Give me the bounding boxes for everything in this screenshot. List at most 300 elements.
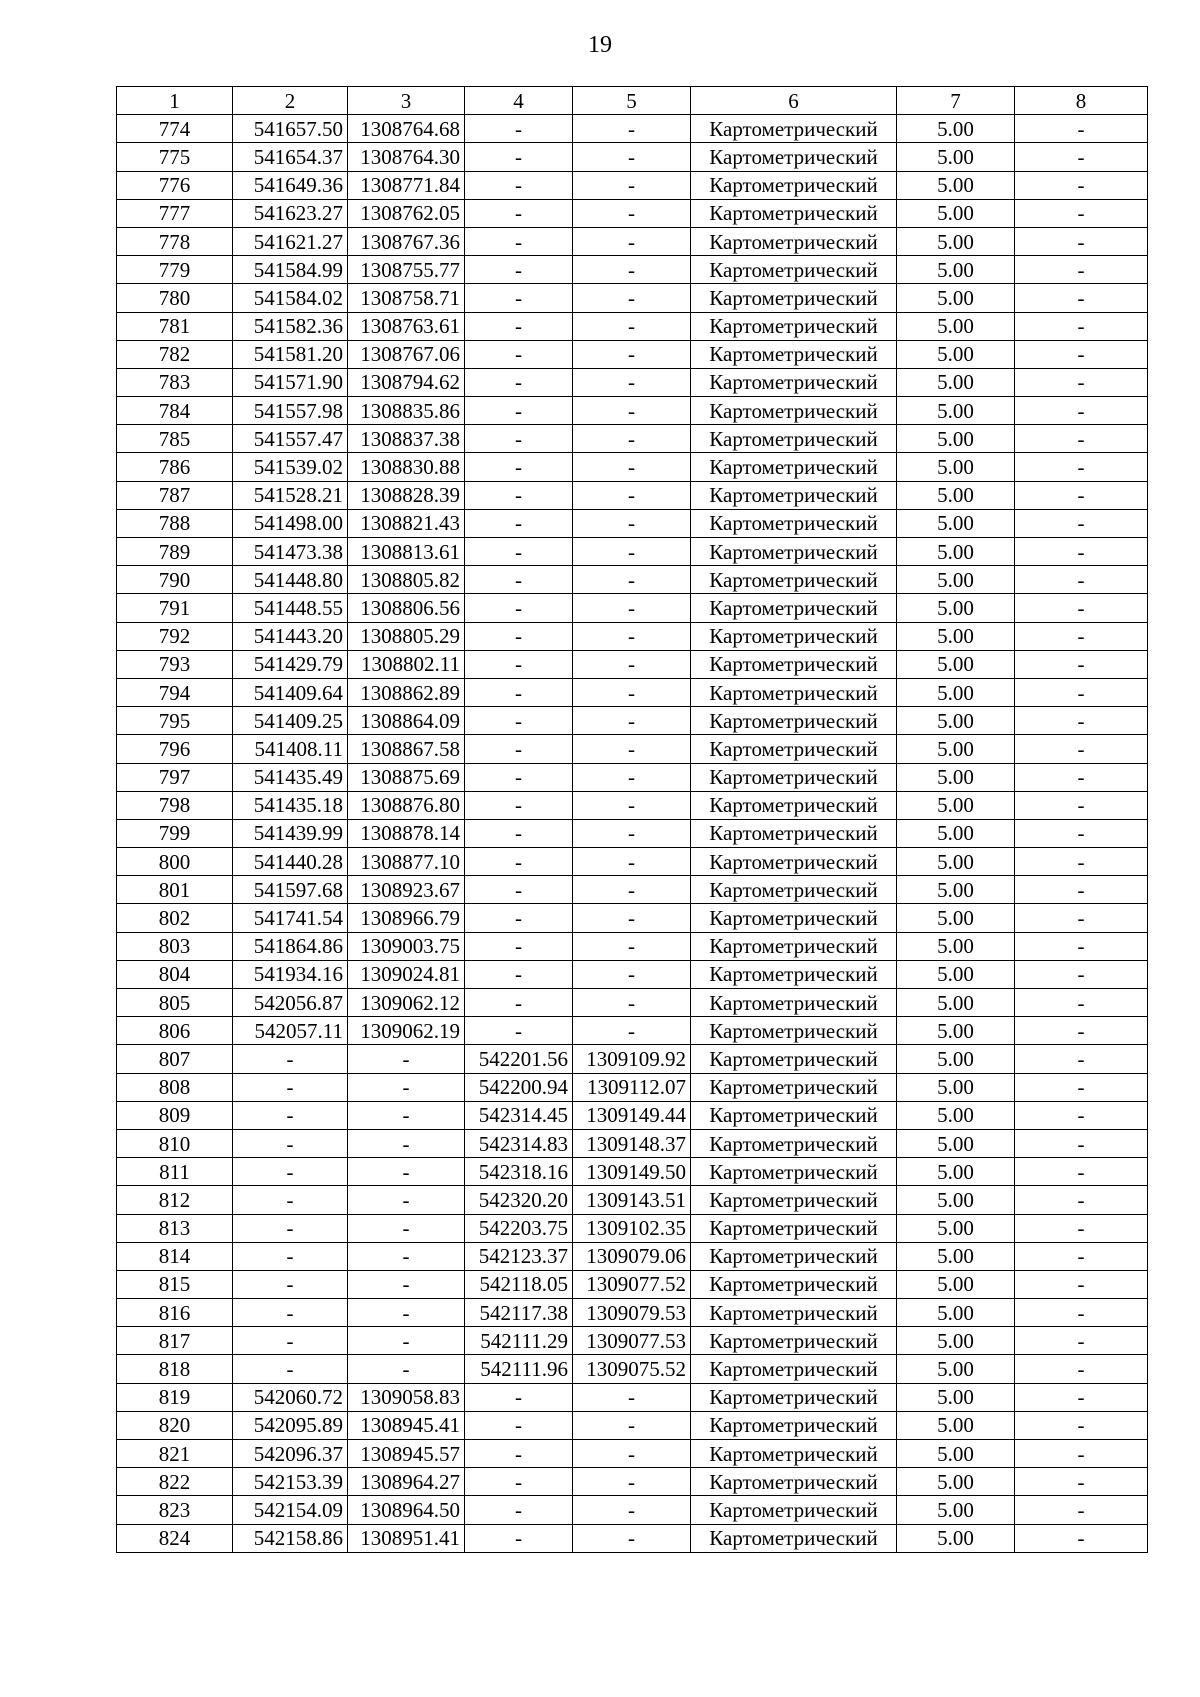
table-cell: 542320.20 [465, 1186, 573, 1214]
table-cell: 542057.11 [233, 1017, 348, 1045]
table-cell: 5.00 [897, 397, 1015, 425]
table-cell: 541581.20 [233, 340, 348, 368]
table-cell: 5.00 [897, 678, 1015, 706]
table-cell: 541934.16 [233, 960, 348, 988]
table-cell: 5.00 [897, 1017, 1015, 1045]
table-cell: 1308964.27 [348, 1468, 465, 1496]
table-cell: - [573, 143, 691, 171]
table-cell: - [573, 256, 691, 284]
table-header-cell: 6 [691, 87, 897, 115]
table-cell: - [348, 1158, 465, 1186]
table-cell: 1309112.07 [573, 1073, 691, 1101]
table-cell: 5.00 [897, 199, 1015, 227]
table-cell: 5.00 [897, 538, 1015, 566]
table-cell: 1309058.83 [348, 1383, 465, 1411]
table-cell: 798 [117, 791, 233, 819]
table-cell: 804 [117, 960, 233, 988]
table-cell: Картометрический [691, 1242, 897, 1270]
table-cell: - [233, 1045, 348, 1073]
table-cell: - [348, 1327, 465, 1355]
table-cell: - [348, 1270, 465, 1298]
table-cell: 5.00 [897, 227, 1015, 255]
table-cell: 803 [117, 932, 233, 960]
table-cell: 822 [117, 1468, 233, 1496]
table-cell: 5.00 [897, 1524, 1015, 1552]
table-cell: Картометрический [691, 904, 897, 932]
table-cell: 1308764.68 [348, 115, 465, 143]
table-cell: - [348, 1045, 465, 1073]
table-cell: 1308862.89 [348, 678, 465, 706]
table-cell: Картометрический [691, 340, 897, 368]
table-cell: 541448.55 [233, 594, 348, 622]
table-cell: - [573, 1411, 691, 1439]
table-cell: Картометрический [691, 453, 897, 481]
table-cell: 5.00 [897, 622, 1015, 650]
table-cell: 541435.49 [233, 763, 348, 791]
table-header-cell: 5 [573, 87, 691, 115]
table-cell: 542060.72 [233, 1383, 348, 1411]
table-cell: 781 [117, 312, 233, 340]
table-cell: - [573, 791, 691, 819]
table-row [117, 848, 1148, 876]
table-cell: - [1015, 312, 1148, 340]
table-cell: 541584.02 [233, 284, 348, 312]
table-cell: 1309143.51 [573, 1186, 691, 1214]
table-cell: 812 [117, 1186, 233, 1214]
table-cell: - [1015, 678, 1148, 706]
table-cell: Картометрический [691, 312, 897, 340]
table-cell: - [1015, 763, 1148, 791]
table-cell: - [573, 1524, 691, 1552]
table-cell: 5.00 [897, 1299, 1015, 1327]
table-cell: - [1015, 143, 1148, 171]
table-cell: 5.00 [897, 1270, 1015, 1298]
table-cell: 5.00 [897, 1242, 1015, 1270]
table-header-cell: 1 [117, 87, 233, 115]
table-cell: Картометрический [691, 1073, 897, 1101]
table-cell: - [1015, 1355, 1148, 1383]
table-row [117, 538, 1148, 566]
table-row [117, 425, 1148, 453]
table-cell: 1309003.75 [348, 932, 465, 960]
table-cell: 5.00 [897, 1186, 1015, 1214]
table-cell: - [465, 425, 573, 453]
table-cell: 1308966.79 [348, 904, 465, 932]
table-cell: - [465, 227, 573, 255]
table-row [117, 1186, 1148, 1214]
table-cell: - [573, 1440, 691, 1468]
table-cell: - [573, 453, 691, 481]
table-cell: 1308878.14 [348, 819, 465, 847]
table-cell: - [1015, 566, 1148, 594]
table-cell: - [573, 932, 691, 960]
table-header-cell: 7 [897, 87, 1015, 115]
table-row [117, 1129, 1148, 1157]
table-cell: - [233, 1214, 348, 1242]
table-cell: 1309077.52 [573, 1270, 691, 1298]
table-cell: - [573, 876, 691, 904]
table-cell: - [1015, 538, 1148, 566]
table-row [117, 1496, 1148, 1524]
table-cell: 1308764.30 [348, 143, 465, 171]
table-cell: 5.00 [897, 1158, 1015, 1186]
table-row [117, 1440, 1148, 1468]
table-cell: 5.00 [897, 819, 1015, 847]
table-cell: 542318.16 [465, 1158, 573, 1186]
table-row [117, 932, 1148, 960]
table-cell: 790 [117, 566, 233, 594]
table-cell: 1309075.52 [573, 1355, 691, 1383]
table-cell: - [573, 312, 691, 340]
table-cell: 810 [117, 1129, 233, 1157]
table-cell: 777 [117, 199, 233, 227]
table-cell: Картометрический [691, 791, 897, 819]
table-cell: - [1015, 876, 1148, 904]
table-cell: - [465, 256, 573, 284]
table-cell: - [465, 707, 573, 735]
table-cell: 784 [117, 397, 233, 425]
table-cell: - [465, 143, 573, 171]
table-cell: 542111.29 [465, 1327, 573, 1355]
table-cell: - [1015, 1214, 1148, 1242]
table-cell: - [465, 199, 573, 227]
table-cell: Картометрический [691, 1440, 897, 1468]
table-cell: - [465, 1524, 573, 1552]
table-cell: - [465, 650, 573, 678]
table-cell: 5.00 [897, 368, 1015, 396]
table-cell: 1308758.71 [348, 284, 465, 312]
table-cell: 817 [117, 1327, 233, 1355]
table-cell: - [1015, 425, 1148, 453]
table-header-cell: 2 [233, 87, 348, 115]
table-cell: Картометрический [691, 1468, 897, 1496]
table-cell: 5.00 [897, 989, 1015, 1017]
table-cell: - [465, 594, 573, 622]
table-cell: - [233, 1355, 348, 1383]
table-cell: 5.00 [897, 453, 1015, 481]
table-cell: - [465, 397, 573, 425]
table-cell: 541597.68 [233, 876, 348, 904]
table-cell: Картометрический [691, 256, 897, 284]
table-cell: - [1015, 453, 1148, 481]
table-cell: Картометрический [691, 876, 897, 904]
table-cell: Картометрический [691, 960, 897, 988]
table-cell: - [573, 425, 691, 453]
table-cell: - [573, 848, 691, 876]
table-row [117, 1327, 1148, 1355]
table-cell: Картометрический [691, 115, 897, 143]
table-cell: 787 [117, 481, 233, 509]
table-cell: Картометрический [691, 848, 897, 876]
table-cell: - [1015, 1327, 1148, 1355]
table-cell: - [1015, 397, 1148, 425]
table-cell: Картометрический [691, 1270, 897, 1298]
table-row [117, 1355, 1148, 1383]
table-cell: - [1015, 932, 1148, 960]
table-row [117, 594, 1148, 622]
table-cell: 5.00 [897, 1468, 1015, 1496]
table-row [117, 960, 1148, 988]
table-cell: 541409.25 [233, 707, 348, 735]
table-cell: - [465, 1383, 573, 1411]
table-header-cell: 8 [1015, 87, 1148, 115]
table-cell: 542314.83 [465, 1129, 573, 1157]
table-cell: - [573, 227, 691, 255]
table-cell: 541409.64 [233, 678, 348, 706]
table-cell: Картометрический [691, 1045, 897, 1073]
table-cell: - [233, 1101, 348, 1129]
table-cell: 5.00 [897, 932, 1015, 960]
table-cell: 5.00 [897, 115, 1015, 143]
table-row [117, 1299, 1148, 1327]
table-cell: - [233, 1270, 348, 1298]
table-cell: - [233, 1299, 348, 1327]
table-cell: Картометрический [691, 989, 897, 1017]
table-cell: - [348, 1186, 465, 1214]
table-cell: 774 [117, 115, 233, 143]
table-cell: 800 [117, 848, 233, 876]
table-cell: 778 [117, 227, 233, 255]
table-row [117, 650, 1148, 678]
table-cell: - [465, 312, 573, 340]
table-cell: - [465, 848, 573, 876]
table-cell: - [573, 707, 691, 735]
table-cell: 5.00 [897, 848, 1015, 876]
table-cell: 541435.18 [233, 791, 348, 819]
table-row [117, 1073, 1148, 1101]
table-cell: - [1015, 1045, 1148, 1073]
table-cell: Картометрический [691, 650, 897, 678]
table-row [117, 453, 1148, 481]
table-cell: 1308835.86 [348, 397, 465, 425]
table-cell: Картометрический [691, 1017, 897, 1045]
table-row [117, 819, 1148, 847]
table-cell: - [465, 876, 573, 904]
table-cell: 541557.47 [233, 425, 348, 453]
table-row [117, 256, 1148, 284]
table-cell: 795 [117, 707, 233, 735]
table-cell: 796 [117, 735, 233, 763]
table-cell: Картометрический [691, 538, 897, 566]
table-cell: 1309077.53 [573, 1327, 691, 1355]
table-cell: Картометрический [691, 227, 897, 255]
table-cell: 542096.37 [233, 1440, 348, 1468]
table-cell: Картометрический [691, 481, 897, 509]
table-cell: Картометрический [691, 397, 897, 425]
table-cell: 5.00 [897, 1355, 1015, 1383]
table-cell: - [465, 819, 573, 847]
table-cell: - [348, 1101, 465, 1129]
table-cell: 1308805.29 [348, 622, 465, 650]
page-number: 19 [588, 32, 612, 58]
table-row [117, 227, 1148, 255]
table-row [117, 340, 1148, 368]
table-cell: 1309148.37 [573, 1129, 691, 1157]
table-cell: 1308828.39 [348, 481, 465, 509]
table-cell: 816 [117, 1299, 233, 1327]
table-cell: - [233, 1129, 348, 1157]
table-cell: - [1015, 960, 1148, 988]
table-cell: 806 [117, 1017, 233, 1045]
table-cell: - [465, 622, 573, 650]
table-cell: 541657.50 [233, 115, 348, 143]
table-cell: 779 [117, 256, 233, 284]
table-cell: 541528.21 [233, 481, 348, 509]
table-cell: - [573, 1383, 691, 1411]
table-cell: - [1015, 791, 1148, 819]
table-cell: - [1015, 115, 1148, 143]
table-cell: Картометрический [691, 1158, 897, 1186]
table-cell: - [1015, 171, 1148, 199]
table-cell: - [348, 1214, 465, 1242]
table-cell: 5.00 [897, 876, 1015, 904]
table-cell: 541498.00 [233, 509, 348, 537]
table-cell: Картометрический [691, 1327, 897, 1355]
table-cell: 1308923.67 [348, 876, 465, 904]
table-cell: - [573, 284, 691, 312]
table-cell: - [573, 115, 691, 143]
table-cell: - [465, 932, 573, 960]
table-cell: 5.00 [897, 566, 1015, 594]
table-cell: Картометрический [691, 819, 897, 847]
table-cell: 1308837.38 [348, 425, 465, 453]
table-cell: 541571.90 [233, 368, 348, 396]
table-cell: - [465, 1017, 573, 1045]
table-cell: 541623.27 [233, 199, 348, 227]
table-cell: - [1015, 284, 1148, 312]
table-cell: 541473.38 [233, 538, 348, 566]
table-row [117, 876, 1148, 904]
table-row [117, 1468, 1148, 1496]
table-cell: - [1015, 819, 1148, 847]
table-cell: 542056.87 [233, 989, 348, 1017]
table-cell: 818 [117, 1355, 233, 1383]
table-cell: - [465, 1440, 573, 1468]
table-cell: - [1015, 1158, 1148, 1186]
table-cell: 1308802.11 [348, 650, 465, 678]
table-cell: Картометрический [691, 1411, 897, 1439]
table-row [117, 368, 1148, 396]
table-cell: 820 [117, 1411, 233, 1439]
table-cell: 808 [117, 1073, 233, 1101]
coordinates-table [116, 86, 1148, 1553]
table-cell: - [1015, 1440, 1148, 1468]
table-cell: - [465, 340, 573, 368]
table-cell: - [1015, 1017, 1148, 1045]
table-cell: 1308821.43 [348, 509, 465, 537]
table-cell: 542118.05 [465, 1270, 573, 1298]
table-cell: 542203.75 [465, 1214, 573, 1242]
table-cell: - [1015, 481, 1148, 509]
table-cell: 541443.20 [233, 622, 348, 650]
table-cell: 541429.79 [233, 650, 348, 678]
table-row [117, 622, 1148, 650]
table-cell: 780 [117, 284, 233, 312]
table-cell: 1309102.35 [573, 1214, 691, 1242]
table-cell: - [1015, 1299, 1148, 1327]
table-cell: - [348, 1073, 465, 1101]
table-cell: Картометрический [691, 1524, 897, 1552]
table-cell: - [465, 678, 573, 706]
table-cell: 801 [117, 876, 233, 904]
table-cell: 5.00 [897, 763, 1015, 791]
table-cell: 1309149.50 [573, 1158, 691, 1186]
table-cell: - [573, 1468, 691, 1496]
table-cell: 541439.99 [233, 819, 348, 847]
table-cell: 541864.86 [233, 932, 348, 960]
table-cell: 1308875.69 [348, 763, 465, 791]
table-cell: 1308945.41 [348, 1411, 465, 1439]
table-cell: - [465, 115, 573, 143]
table-cell: 5.00 [897, 1214, 1015, 1242]
table-cell: - [573, 622, 691, 650]
table-cell: 5.00 [897, 143, 1015, 171]
table-cell: - [465, 1496, 573, 1524]
table-row [117, 1101, 1148, 1129]
table-cell: 5.00 [897, 1101, 1015, 1129]
table-cell: 1308767.06 [348, 340, 465, 368]
table-header-cell: 3 [348, 87, 465, 115]
table-cell: - [465, 481, 573, 509]
table-cell: 542200.94 [465, 1073, 573, 1101]
table-row [117, 735, 1148, 763]
table-row [117, 1270, 1148, 1298]
table-cell: 5.00 [897, 1411, 1015, 1439]
table-cell: - [1015, 1496, 1148, 1524]
table-row [117, 481, 1148, 509]
table-row [117, 171, 1148, 199]
table-cell: 541539.02 [233, 453, 348, 481]
table-body [117, 87, 1148, 1553]
table-cell: 1308762.05 [348, 199, 465, 227]
table-cell: 1308767.36 [348, 227, 465, 255]
table-cell: 809 [117, 1101, 233, 1129]
table-cell: - [573, 763, 691, 791]
table-cell: - [1015, 848, 1148, 876]
table-row [117, 1158, 1148, 1186]
table-cell: 824 [117, 1524, 233, 1552]
table-cell: 5.00 [897, 1440, 1015, 1468]
table-cell: - [465, 763, 573, 791]
table-cell: - [573, 735, 691, 763]
table-cell: - [573, 566, 691, 594]
table-cell: 1308951.41 [348, 1524, 465, 1552]
table-cell: - [1015, 1468, 1148, 1496]
table-cell: - [1015, 256, 1148, 284]
table-cell: Картометрический [691, 735, 897, 763]
table-cell: - [573, 538, 691, 566]
table-cell: - [465, 368, 573, 396]
table-cell: 541448.80 [233, 566, 348, 594]
table-cell: 542154.09 [233, 1496, 348, 1524]
table-cell: Картометрический [691, 368, 897, 396]
table-cell: 5.00 [897, 256, 1015, 284]
table-cell: - [573, 819, 691, 847]
table-cell: 1308771.84 [348, 171, 465, 199]
table-row [117, 509, 1148, 537]
table-cell: 775 [117, 143, 233, 171]
table-cell: 813 [117, 1214, 233, 1242]
table-cell: - [1015, 1383, 1148, 1411]
table-cell: 5.00 [897, 1129, 1015, 1157]
table-cell: 1309079.53 [573, 1299, 691, 1327]
table-cell: - [573, 509, 691, 537]
table-cell: 1308864.09 [348, 707, 465, 735]
table-cell: 1308805.82 [348, 566, 465, 594]
table-row [117, 763, 1148, 791]
table-cell: 541557.98 [233, 397, 348, 425]
table-cell: Картометрический [691, 1496, 897, 1524]
